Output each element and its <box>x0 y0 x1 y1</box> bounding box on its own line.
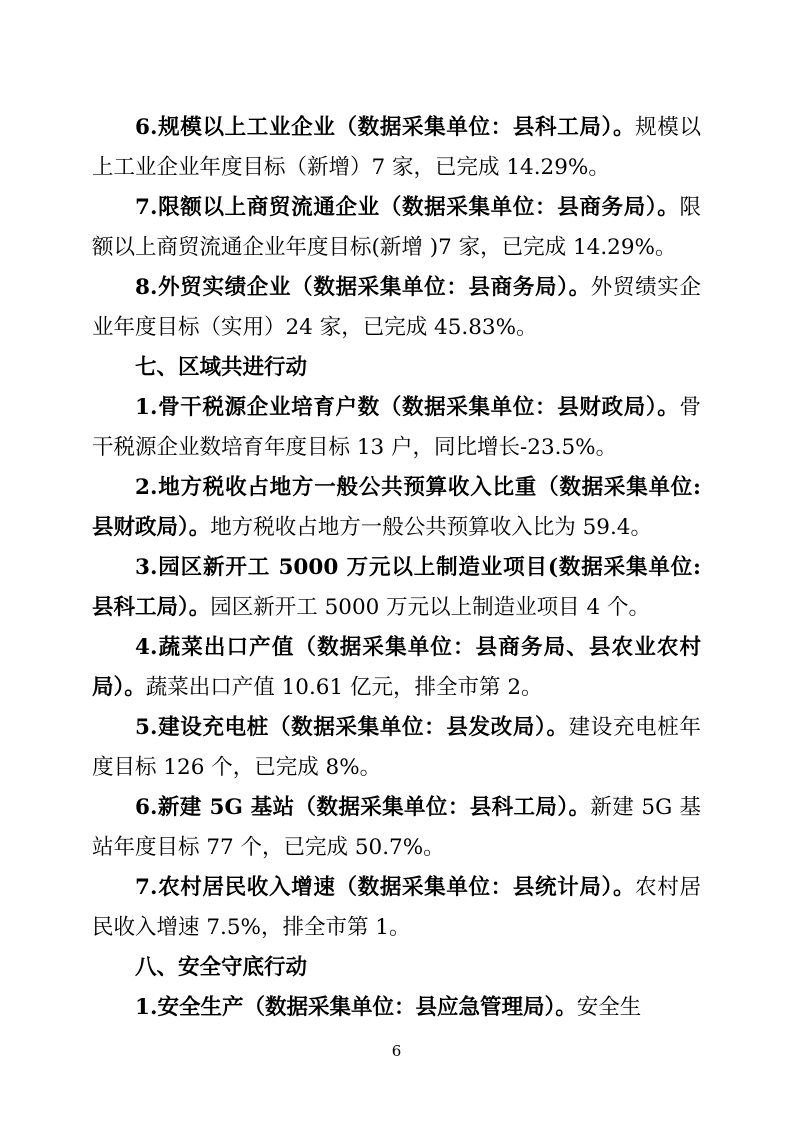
paragraph-lead: 2.地方税收占地方一般公共预算收入比重（数据采集单位: 县财政局）。 <box>92 475 701 540</box>
paragraph-lead: 5.建设充电桩（数据采集单位：县发改局）。 <box>135 715 569 740</box>
paragraph-lead: 7.限额以上商贸流通企业（数据采集单位：县商务局）。 <box>135 195 680 220</box>
paragraph-text: 建设充电桩年度目标 126 个，已完成 8%。 <box>92 715 701 780</box>
paragraph-lead: 1.安全生产（数据采集单位：县应急管理局）。 <box>135 995 577 1020</box>
paragraph-text: 园区新开工 5000 万元以上制造业项目 4 个。 <box>210 595 650 620</box>
paragraph-text: 安全生 <box>576 995 642 1020</box>
paragraph-lead: 八、安全守底行动 <box>135 955 308 980</box>
paragraph-lead: 7.农村居民收入增速（数据采集单位：县统计局）。 <box>135 875 636 900</box>
paragraph-lead: 8.外贸实绩企业（数据采集单位：县商务局）。 <box>135 275 591 300</box>
paragraph-text: 新建 5G 基站年度目标 77 个，已完成 50.7%。 <box>92 795 701 860</box>
paragraph-text: 农村居民收入增速 7.5%，排全市第 1。 <box>92 875 701 940</box>
paragraph-lead: 3.园区新开工 5000 万元以上制造业项目(数据采集单位: 县科工局）。 <box>92 555 701 620</box>
paragraph-lead: 4.蔬菜出口产值（数据采集单位：县商务局、县农业农村局）。 <box>92 635 701 700</box>
paragraph <box>92 348 701 388</box>
paragraph <box>92 188 701 268</box>
paragraph <box>92 628 701 708</box>
paragraph <box>92 708 701 788</box>
paragraph <box>92 948 701 988</box>
paragraph-text: 蔬菜出口产值 10.61 亿元，排全市第 2。 <box>145 675 543 700</box>
document-body <box>92 108 701 1028</box>
paragraph <box>92 388 701 468</box>
paragraph-text: 外贸绩实企业年度目标（实用）24 家，已完成 45.83%。 <box>92 275 701 340</box>
paragraph-lead: 1.骨干税源企业培育户数（数据采集单位：县财政局）。 <box>135 395 680 420</box>
paragraph <box>92 108 701 188</box>
paragraph <box>92 468 701 548</box>
paragraph-text: 规模以上工业企业年度目标（新增）7 家，已完成 14.29%。 <box>92 115 701 180</box>
paragraph-text: 地方税收占地方一般公共预算收入比为 59.4。 <box>210 515 652 540</box>
paragraph <box>92 988 701 1028</box>
paragraph-lead: 6.规模以上工业企业（数据采集单位：县科工局）。 <box>135 115 636 140</box>
paragraph <box>92 868 701 948</box>
paragraph-text: 骨干税源企业数培育年度目标 13 户，同比增长-23.5%。 <box>92 395 701 460</box>
paragraph-text: 限额以上商贸流通企业年度目标(新增 )7 家，已完成 14.29%。 <box>92 195 701 260</box>
paragraph <box>92 268 701 348</box>
paragraph-lead: 6.新建 5G 基站（数据采集单位：县科工局）。 <box>135 795 591 820</box>
paragraph <box>92 788 701 868</box>
paragraph <box>92 548 701 628</box>
page-number: 6 <box>391 1042 402 1060</box>
paragraph-lead: 七、区域共进行动 <box>135 355 308 380</box>
